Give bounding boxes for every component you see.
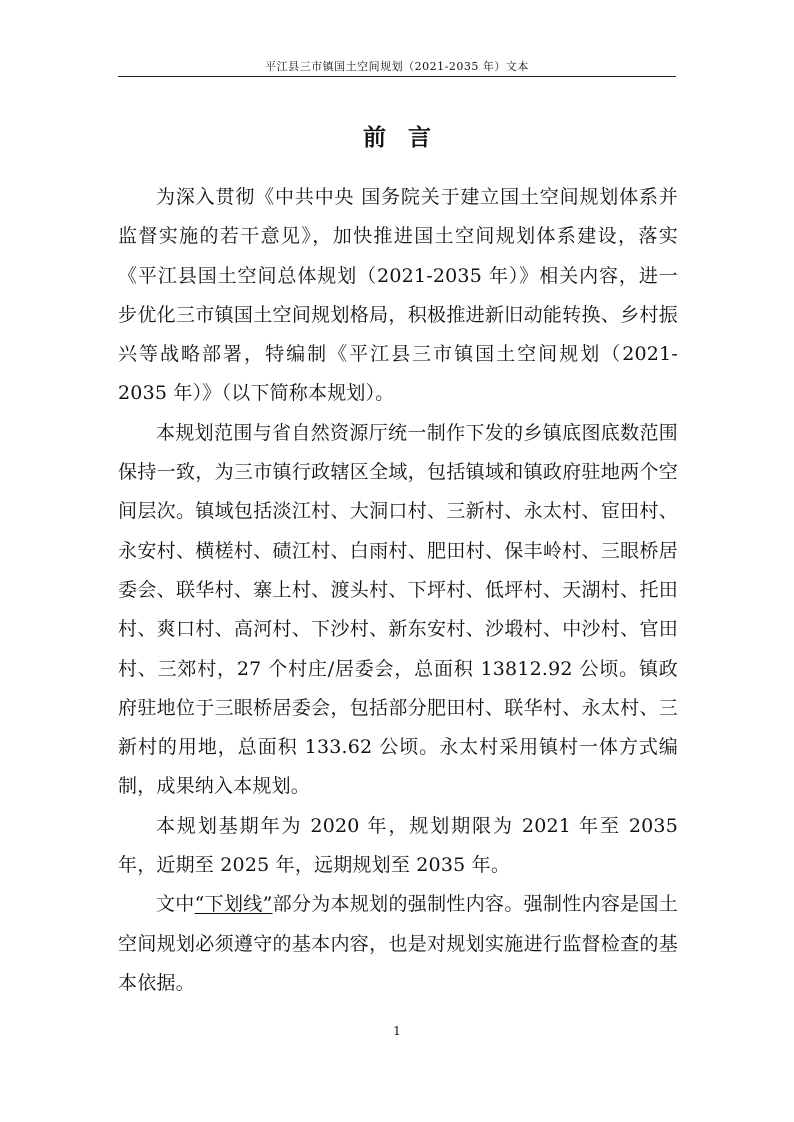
running-header: 平江县三市镇国土空间规划（2021-2035 年）文本 [265,60,529,73]
page-number: 1 [393,1024,401,1038]
paragraph-scope: 本规划范围与省自然资源厅统一制作下发的乡镇底图底数范围保持一致，为三市镇行政辖区全域，包括镇域和镇政府驻地两个空间层次。镇域包括淡江村、大洞口村、三新村、永太村、宦田村、永安村、横槎村、碛江村、白雨村、肥田村、保丰岭村、三眼桥居委会、联华村、寨上村、渡头村、下坪村、低坪村、天湖村、托田村、爽口村、高河村、下沙村、新东安村、沙塅村、中沙村、官田村、三郊村，27 个村庄/居委会，总面积 13812.92 公顷。镇政府驻地位于三眼桥居委会，包括部分肥田村、联华村、永太村、三新村的用地，总面积 133.62 公顷。永太村采用镇村一体方式编制，成果纳入本规划。 [118,421,678,798]
page-title: 前言 [363,125,453,152]
underlined-term: “下划线” [194,893,273,916]
mandatory-prefix: 文中 [156,893,195,916]
mandatory-suffix: 部分为本规划的强制性内容。强制性内容是国土空间规划必须遵守的基本内容，也是对规划实施进行监督检查的基本依据。 [118,893,678,994]
paragraph-mandatory [118,885,678,1003]
header-rule [118,76,676,77]
body-text [118,178,678,1003]
paragraph-period: 本规划基期年为 2020 年，规划期限为 2021 年至 2035 年，近期至 2025 年，远期规划至 2035 年。 [118,814,678,877]
paragraph-intro: 为深入贯彻《中共中央 国务院关于建立国土空间规划体系并监督实施的若干意见》，加快推进国土空间规划体系建设，落实《平江县国土空间总体规划（2021-2035 年）》相关内容，进一步优化三市镇国土空间规划格局，积极推进新旧动能转换、乡村振兴等战略部署，特编制《平江县三市镇国土空间规划（2021-2035 年）》（以下简称本规划）。 [118,186,678,405]
